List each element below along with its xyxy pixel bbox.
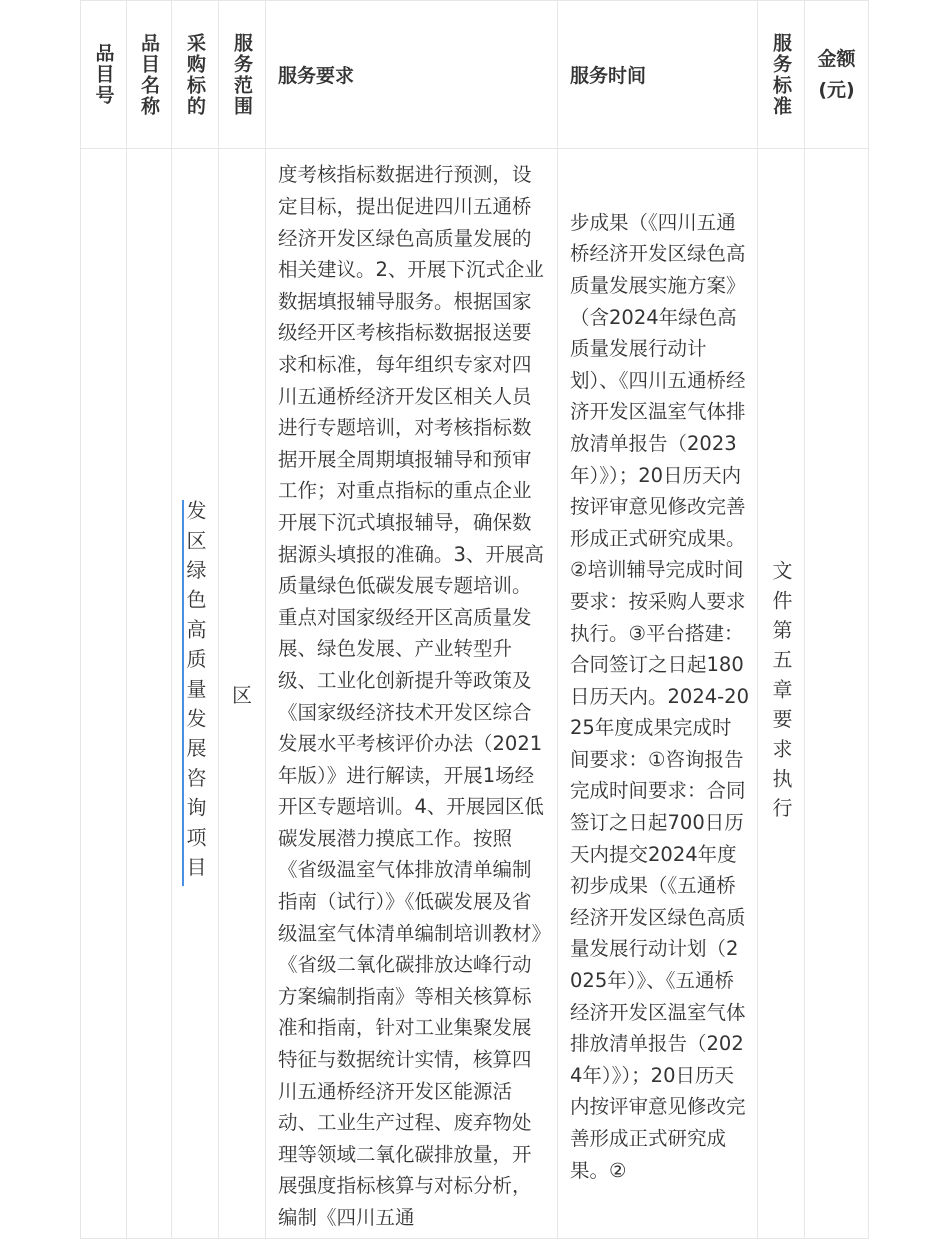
- header-service-standard: 服务标准: [758, 1, 805, 149]
- procurement-table: [80, 0, 869, 1239]
- cell-item-name: [127, 149, 172, 1239]
- cell-item-no: [81, 149, 127, 1239]
- header-amount: 金额(元): [805, 1, 869, 149]
- header-service-scope: 服务范围: [219, 1, 266, 149]
- procurement-target-link[interactable]: 发区绿色高质量发展咨询项目: [183, 500, 207, 887]
- cell-amount: [805, 149, 869, 1239]
- header-item-name: 品目名称: [127, 1, 172, 149]
- header-service-time: 服务时间: [558, 1, 758, 149]
- cell-service-time: 步成果（《四川五通桥经济开发区绿色高质量发展实施方案》（含2024年绿色高质量发展行动计划）、《四川五通桥经济开发区温室气体排放清单报告（2023年）》）；20日历天内按评审意见修改完善形成正式研究成果。②培训辅导完成时间要求：按采购人要求执行。③平台搭建：合同签订之日起180日历天内。2024-2025年度成果完成时间要求：①咨询报告完成时间要求：合同签订之日起700日历天内提交2024年度初步成果（《五通桥经济开发区绿色高质量发展行动计划（2025年）》、《五通桥经济开发区温室气体排放清单报告（2024年）》）；20日历天内按评审意见修改完善形成正式研究成果。②: [558, 149, 758, 1239]
- header-service-requirements: 服务要求: [266, 1, 558, 149]
- cell-service-scope: 区: [219, 149, 266, 1239]
- cell-service-requirements: 度考核指标数据进行预测，设定目标，提出促进四川五通桥经济开发区绿色高质量发展的相关建议。2、开展下沉式企业数据填报辅导服务。根据国家级经开区考核指标数据报送要求和标准，每年组织专家对四川五通桥经济开发区相关人员进行专题培训，对考核指标数据开展全周期填报辅导和预审工作；对重点指标的重点企业开展下沉式填报辅导，确保数据源头填报的准确。3、开展高质量绿色低碳发展专题培训。重点对国家级经开区高质量发展、绿色发展、产业转型升级、工业化创新提升等政策及《国家级经济技术开发区综合发展水平考核评价办法（2021 年版）》进行解读，开展1场经开区专题培训。4、开展园区低碳发展潜力摸底工作。按照《省级温室气体排放清单编制指南（试行）》《低碳发展及省级温室气体清单编制培训教材》《省级二氧化碳排放达峰行动方案编制指南》等相关核算标准和指南，针对工业集聚发展特征与数据统计实情，核算四川五通桥经济开发区能源活动、工业生产过程、废弃物处理等领域二氧化碳排放量，开展强度指标核算与对标分析，编制《四川五通: [266, 149, 558, 1239]
- cell-procurement-target: [172, 149, 219, 1239]
- table-row: [81, 149, 869, 1239]
- cell-service-standard: 文件第五章要求执行: [758, 149, 805, 1239]
- table-header-row: [81, 1, 869, 149]
- header-item-no: 品目号: [81, 1, 127, 149]
- header-procurement-target: 采购标的: [172, 1, 219, 149]
